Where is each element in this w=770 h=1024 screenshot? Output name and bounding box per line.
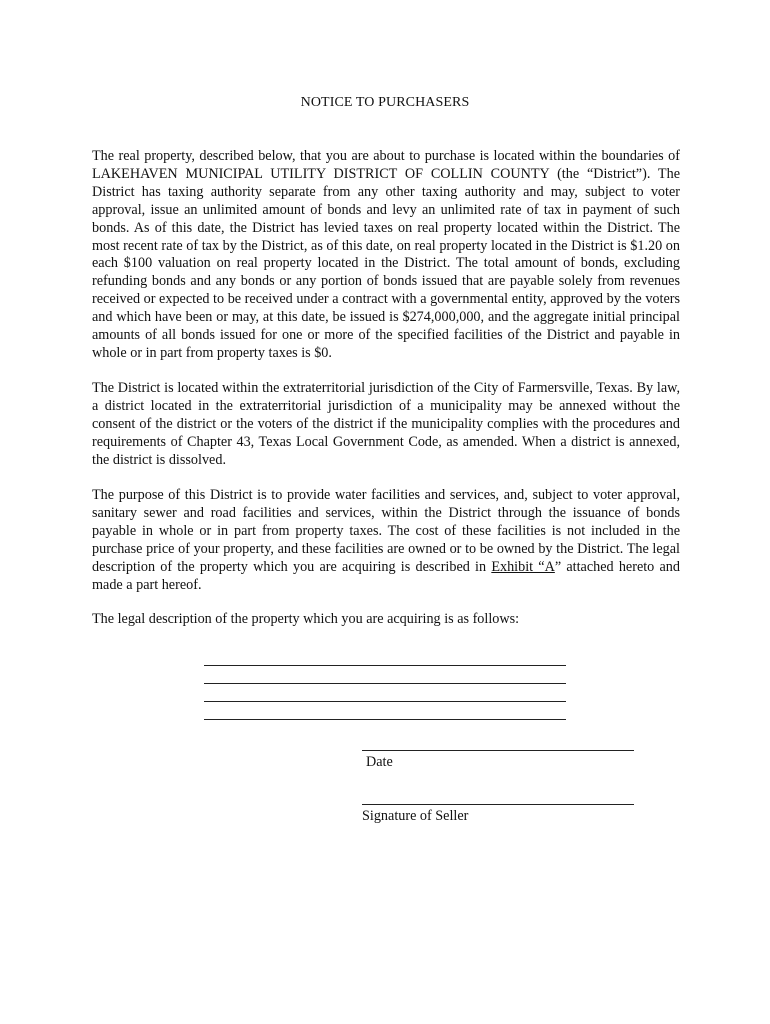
annexation-paragraph: The District is located within the extraterritorial jurisdiction of the City of Farmersville, Texas. By law, a district located in the extraterritorial jurisdiction of a municipality may be annexed without the consent of the district or the voters of the district if the municipality complies with the procedures and requirements of Chapter 43, Texas Local Government Code, as amended. When a district is annexed, the district is dissolved.	[92, 380, 680, 468]
purpose-text-end: ” attached hereto and made a part hereof.	[92, 558, 680, 593]
seller-signature-label: Signature of Seller	[362, 808, 469, 824]
date-line[interactable]	[362, 750, 634, 751]
district-purpose-paragraph	[92, 487, 680, 594]
legal-description-lines	[204, 648, 566, 720]
legal-description-line[interactable]	[204, 702, 566, 720]
seller-signature-block	[362, 804, 634, 826]
document-title: NOTICE TO PURCHASERS	[300, 95, 470, 110]
legal-description-line[interactable]	[204, 684, 566, 702]
date-block	[362, 750, 634, 772]
purpose-text: The purpose of this District is to provide water facilities and services, and, subject to voter approval, sanitary sewer and road facilities and services, within the District through the issuance of bonds payable in whole or in part from property taxes. The cost of these facilities is not included in the purchase price of your property, and these facilities are owned or to be owned by the District. The legal description of the property which you are acquiring is described in	[92, 487, 680, 575]
date-label: Date	[366, 754, 393, 770]
legal-description-intro: The legal description of the property which you are acquiring is as follows:	[92, 611, 520, 627]
district-boundaries-paragraph: The real property, described below, that you are about to purchase is located within the boundaries of LAKEHAVEN MUNICIPAL UTILITY DISTRICT OF COLLIN COUNTY (the “District”). The District has taxing authority separate from any other taxing authority and may, subject to voter approval, issue an unlimited amount of bonds and levy an unlimited rate of tax in payment of such bonds. As of this date, the District has levied taxes on real property located within the District. The most recent rate of tax by the District, as of this date, on real property located in the District is $1.20 on each $100 valuation on real property located in the District. The total amount of bonds, excluding refunding bonds and any bonds or any portion of bonds issued that are payable solely from revenues received or expected to be received under a contract with a governmental entity, approved by the voters and which have been or may, at this date, be issued is $274,000,000, and the aggregate initial principal amounts of all bonds issued for one or more of the specified facilities of the District and payable in whole or in part from property taxes is $0.	[92, 148, 680, 361]
legal-description-line[interactable]	[204, 666, 566, 684]
exhibit-a-reference: Exhibit “A	[491, 558, 555, 575]
seller-signature-line[interactable]	[362, 804, 634, 805]
legal-description-line[interactable]	[204, 648, 566, 666]
